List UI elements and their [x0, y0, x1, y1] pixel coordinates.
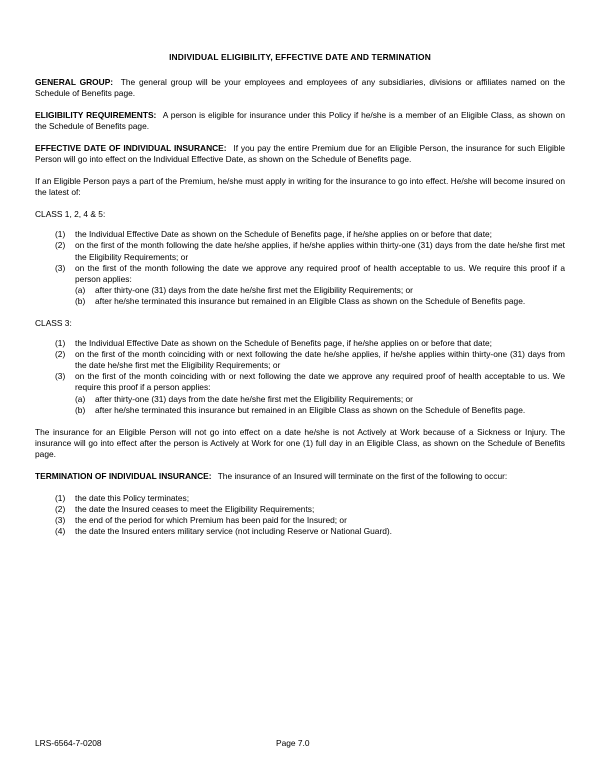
- list-item: [35, 240, 565, 262]
- list-item-text: the end of the period for which Premium has been paid for the Insured; or: [75, 515, 347, 526]
- page-title: INDIVIDUAL ELIGIBILITY, EFFECTIVE DATE AND TERMINATION: [169, 52, 431, 62]
- sub-list-item-text: after he/she terminated this insurance but remained in an Eligible Class as shown on the Schedule of Benefits page.: [95, 404, 526, 415]
- class-3-list: [35, 338, 565, 416]
- general-group-body: The general group will be your employees and employees of any subsidiaries, divisions or affiliates named on the Schedule of Benefits page.: [35, 76, 565, 98]
- general-group-lead: GENERAL GROUP:: [35, 76, 114, 87]
- sub-list-item: [75, 285, 565, 296]
- sub-list-marker: (b): [75, 404, 86, 415]
- effective-date-body: If you pay the entire Premium due for an Eligible Person, the insurance for such Eligible Person will go into effect on the Individual Effective Date, as shown on the Schedule of Benefits page.: [35, 142, 566, 164]
- sub-list-item: [75, 296, 565, 307]
- list-marker: (1): [55, 338, 66, 349]
- list-item: [35, 504, 565, 515]
- paragraph-partial-premium: If an Eligible Person pays a part of the Premium, he/she must apply in writing for the insurance to go into effect. He/she will become insured on the latest of:: [35, 176, 565, 198]
- list-item: [35, 263, 565, 307]
- list-item-text: the date the Insured ceases to meet the Eligibility Requirements;: [75, 504, 315, 515]
- list-item-text: on the first of the month following the date we approve any required proof of health acceptable to us. We require this proof if a person applies:: [75, 262, 565, 284]
- sub-list-marker: (a): [75, 393, 86, 404]
- document-body: [35, 52, 565, 549]
- list-item: [35, 338, 565, 349]
- paragraph-termination: [35, 471, 565, 482]
- paragraph-general-group: [35, 77, 565, 99]
- sub-list-marker: (a): [75, 284, 86, 295]
- page-number: Page 7.0: [276, 738, 310, 748]
- list-item-text: on the first of the month coinciding with or next following the date we approve any required proof of health acceptable to us. We require this proof if a person applies:: [75, 371, 565, 393]
- list-marker: (4): [55, 526, 66, 537]
- list-item: [35, 229, 565, 240]
- class-heading-1245: CLASS 1, 2, 4 & 5:: [35, 209, 106, 220]
- list-item-text: the Individual Effective Date as shown on the Schedule of Benefits page, if he/she applies on or before that date;: [75, 338, 493, 349]
- list-item: [35, 493, 565, 504]
- sub-list-item-text: after thirty-one (31) days from the date he/she first met the Eligibility Requirements; or: [95, 284, 413, 295]
- list-marker: (1): [55, 493, 66, 504]
- list-marker: (2): [55, 240, 66, 251]
- sub-list-item-text: after thirty-one (31) days from the date he/she first met the Eligibility Requirements; or: [95, 393, 413, 404]
- eligibility-requirements-lead: ELIGIBILITY REQUIREMENTS:: [35, 109, 157, 120]
- class-3-sublist: [75, 394, 565, 416]
- list-item-text: on the first of the month coinciding with or next following the date he/she applies, if he/she applies within thirty-one (31) days from the date he/she first met the Eligibility Requirements; or: [75, 349, 565, 371]
- form-number: LRS-6564-7-0208: [35, 738, 102, 748]
- termination-lead: TERMINATION OF INDIVIDUAL INSURANCE:: [35, 471, 212, 482]
- paragraph-effective-date: [35, 143, 565, 165]
- list-item: [35, 349, 565, 371]
- list-item-text: the date the Insured enters military service (not including Reserve or National Guard).: [75, 526, 393, 537]
- list-item-text: the date this Policy terminates;: [75, 493, 190, 504]
- sub-list-marker: (b): [75, 295, 86, 306]
- list-item: [35, 515, 565, 526]
- class-1245-sublist: [75, 285, 565, 307]
- paragraph-eligibility-requirements: [35, 110, 565, 132]
- paragraph-actively-at-work: The insurance for an Eligible Person will not go into effect on a date he/she is not Actively at Work because of a Sickness or Injury. The insurance will go into effect after the person is Actively at Work for one (1) full day in an Eligible Class, as shown on the Schedule of Benefits page.: [35, 426, 565, 459]
- list-item: [35, 526, 565, 537]
- list-marker: (2): [55, 504, 66, 515]
- sub-list-item: [75, 405, 565, 416]
- list-marker: (1): [55, 229, 66, 240]
- class-1245-list: [35, 229, 565, 307]
- list-item: [35, 371, 565, 415]
- class-heading-3: CLASS 3:: [35, 318, 72, 328]
- list-marker: (2): [55, 349, 66, 360]
- eligibility-requirements-body: A person is eligible for insurance under this Policy if he/she is a member of an Eligible Class, as shown on the Schedule of Benefits page.: [35, 109, 565, 131]
- list-item-text: on the first of the month following the date he/she applies, if he/she applies within thirty-one (31) days from the date he/she first met the Eligibility Requirements; or: [75, 240, 565, 262]
- list-item-text: the Individual Effective Date as shown on the Schedule of Benefits page, if he/she applies on or before that date;: [75, 229, 493, 240]
- sub-list-item: [75, 394, 565, 405]
- sub-list-item-text: after he/she terminated this insurance but remained in an Eligible Class as shown on the Schedule of Benefits page.: [95, 295, 526, 306]
- list-marker: (3): [55, 515, 66, 526]
- termination-list: [35, 493, 565, 537]
- effective-date-lead: EFFECTIVE DATE OF INDIVIDUAL INSURANCE:: [35, 142, 227, 153]
- list-marker: (3): [55, 262, 66, 273]
- list-marker: (3): [55, 371, 66, 382]
- termination-body: The insurance of an Insured will terminate on the first of the following to occur:: [217, 471, 508, 482]
